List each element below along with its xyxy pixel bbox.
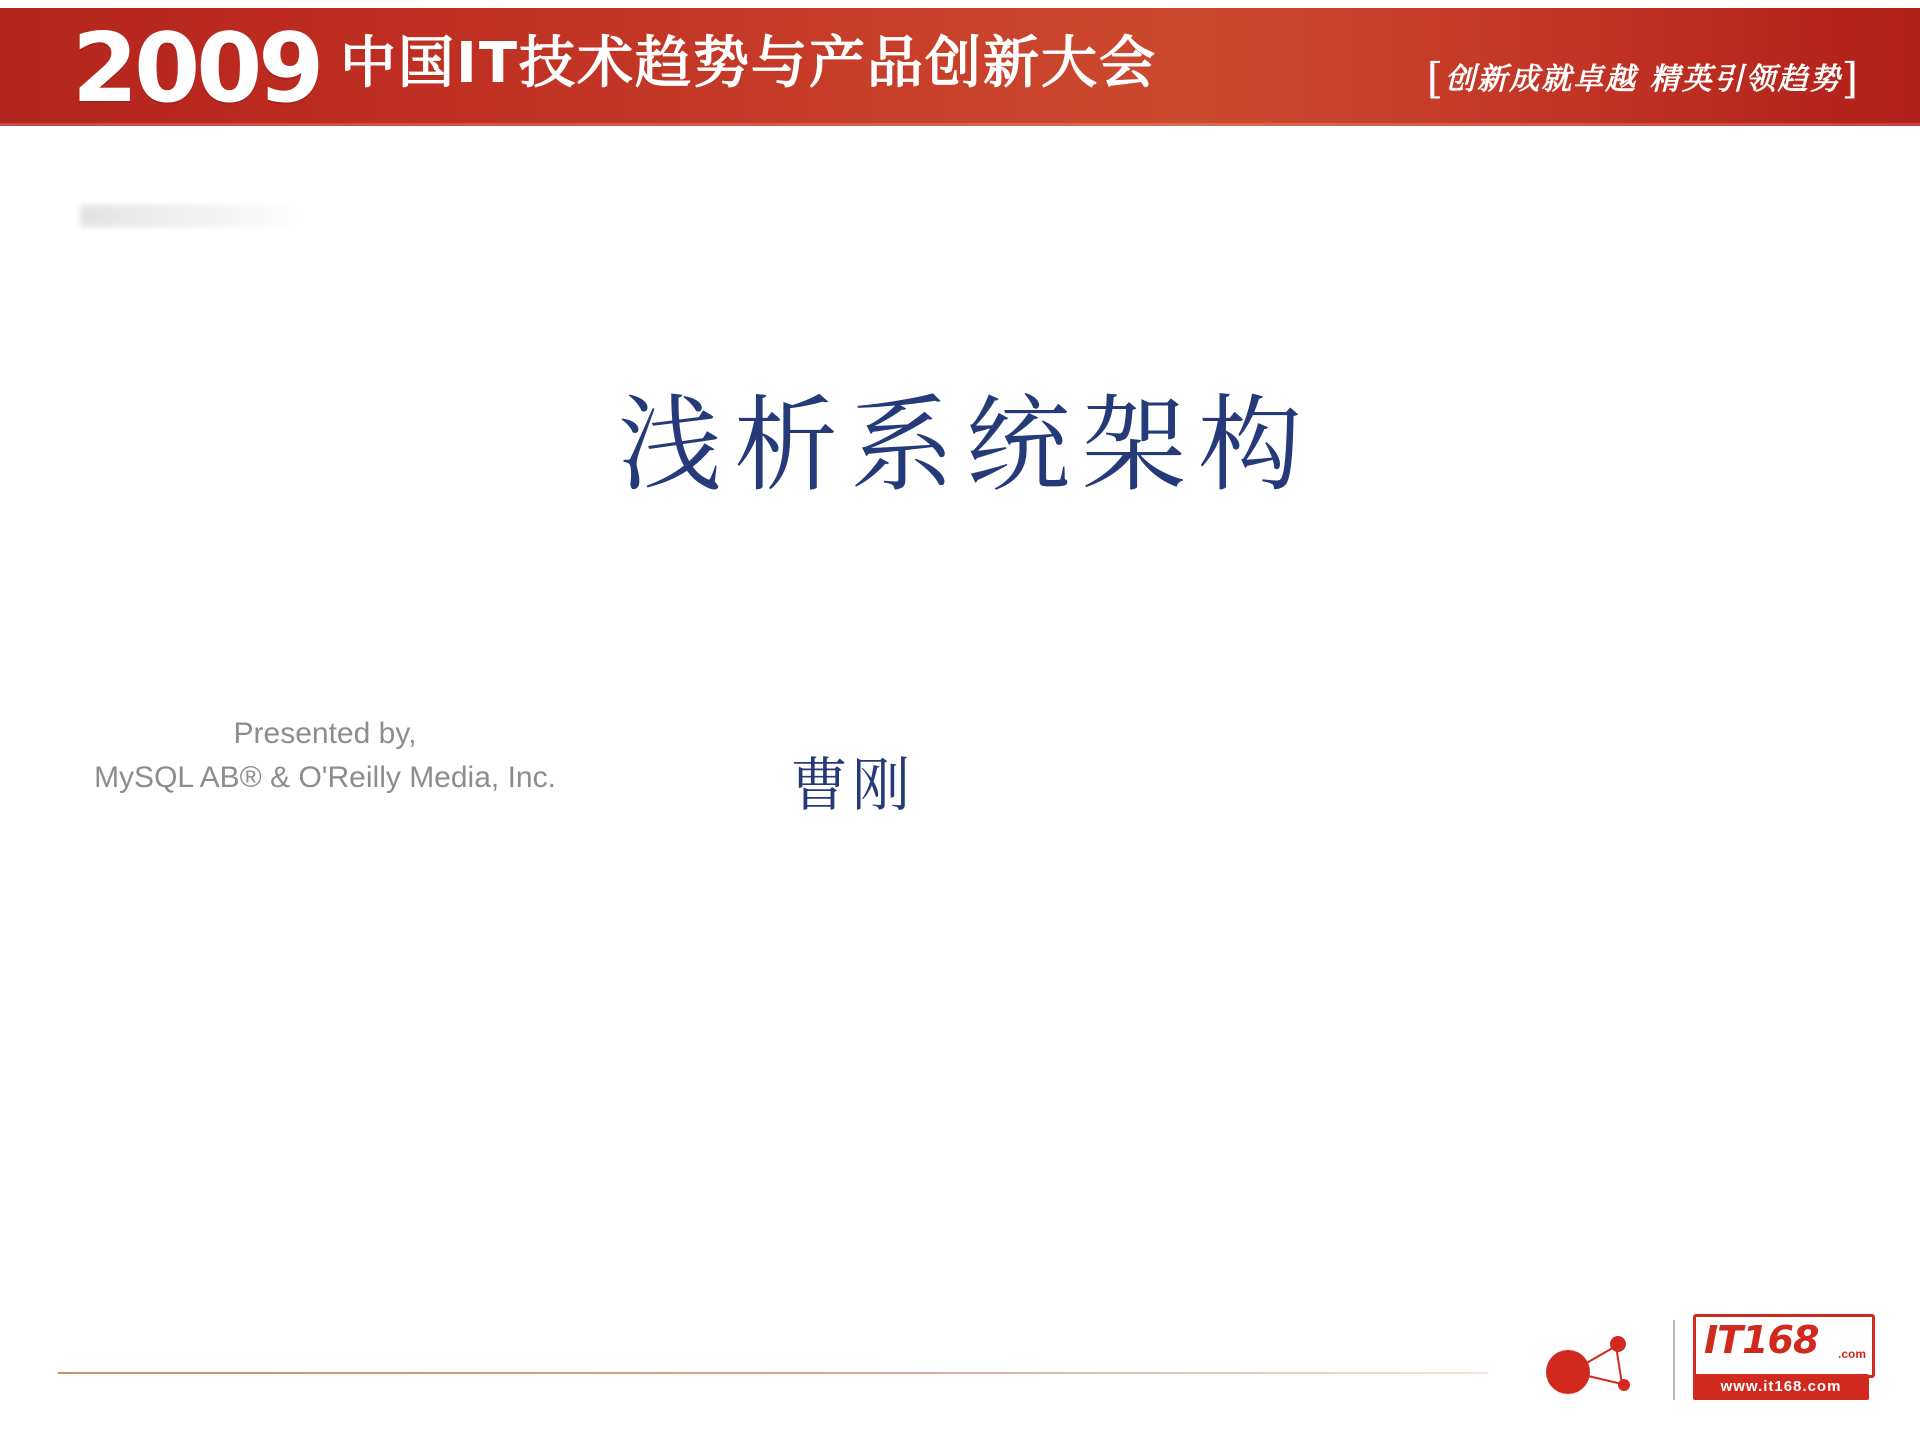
- conference-banner: [0, 8, 1920, 126]
- bracket-left-icon: [: [1426, 54, 1446, 103]
- page-title: 浅析系统架构: [617, 384, 1314, 506]
- it168-logo: [1538, 1312, 1868, 1412]
- it168-wordmark-box: [1693, 1314, 1875, 1378]
- it168-wordmark: [1693, 1314, 1869, 1400]
- banner-slogan: [1427, 54, 1860, 103]
- footer-divider: [58, 1372, 1488, 1374]
- banner-year: 2009: [72, 14, 321, 124]
- it168-url: www.it168.com: [1693, 1374, 1869, 1400]
- presented-by-block: [60, 712, 590, 799]
- presented-by-line2: MySQL AB® & O'Reilly Media, Inc.: [94, 760, 556, 794]
- presented-by-line1: Presented by,: [233, 717, 417, 750]
- banner-shadow-decoration: [80, 205, 300, 227]
- bracket-right-icon: ]: [1841, 54, 1860, 103]
- author-name: 曹刚: [790, 751, 915, 819]
- logo-divider: [1673, 1320, 1675, 1400]
- banner-slogan-text: 创新成就卓越 精英引领趋势: [1445, 62, 1842, 97]
- it168-text: IT168: [1704, 1318, 1819, 1362]
- it168-dotcom: .com: [1837, 1347, 1866, 1361]
- banner-title: 中国IT技术趋势与产品创新大会: [340, 31, 1158, 96]
- network-nodes-icon: [1538, 1326, 1658, 1400]
